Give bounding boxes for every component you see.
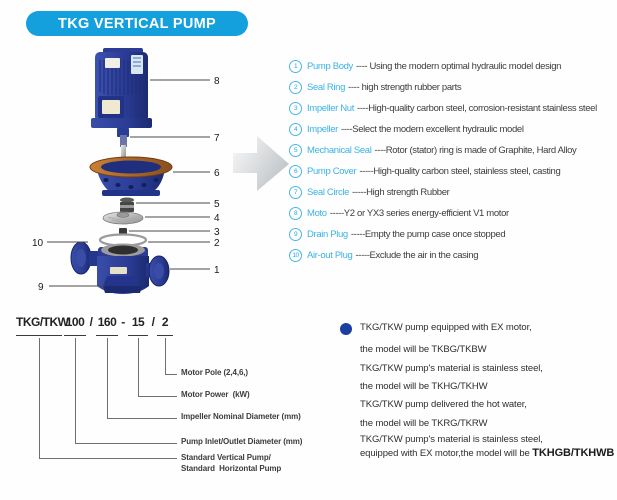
connector-line	[138, 338, 139, 396]
list-item	[289, 77, 617, 98]
callout-8: 8	[214, 76, 220, 87]
part-name: Drain Plug	[307, 229, 348, 240]
list-item	[289, 182, 617, 203]
part-description: ---- Using the modern optimal hydraulic model design	[355, 61, 562, 72]
model-separator: -	[121, 315, 125, 329]
callout-7: 7	[214, 133, 220, 144]
label-inlet-outlet: Pump Inlet/Outlet Diameter (mm)	[181, 437, 303, 446]
part-description: ----Select the modern excellent hydraulic model	[341, 124, 524, 135]
list-item	[289, 224, 617, 245]
note-line	[360, 447, 614, 459]
circled-number: 3	[289, 102, 302, 115]
connector-line	[75, 338, 76, 443]
part-description: -----High-quality carbon steel, stainless steel, casting	[359, 166, 561, 177]
model-segment-pole: 2	[157, 315, 173, 336]
label-motor-pole: Motor Pole (2,4,6,)	[181, 368, 248, 377]
callout-4: 4	[214, 213, 220, 224]
bullet-dot-icon	[340, 323, 352, 335]
circled-number: 5	[289, 144, 302, 157]
callout-5: 5	[214, 199, 220, 210]
connector-line	[165, 374, 177, 375]
note-line: the model will be TKBG/TKBW	[360, 344, 487, 355]
connector-line	[107, 418, 177, 419]
circled-number: 4	[289, 123, 302, 136]
callout-6: 6	[214, 168, 220, 179]
label-motor-power: Motor Power (kW)	[181, 390, 250, 399]
list-item	[289, 56, 617, 77]
part-name: Moto	[307, 208, 327, 219]
list-item	[289, 203, 617, 224]
model-separator: /	[151, 315, 155, 329]
part-name: Air-out Plug	[307, 250, 353, 261]
model-segment-inlet: 100	[64, 315, 86, 336]
part-name: Impeller Nut	[307, 103, 355, 114]
part-description: -----High strength Rubber	[352, 187, 450, 198]
circled-number: 2	[289, 81, 302, 94]
connector-line	[75, 443, 177, 444]
part-name: Pump Cover	[307, 166, 357, 177]
callout-10: 10	[32, 238, 44, 249]
circled-number: 1	[289, 60, 302, 73]
list-item	[289, 119, 617, 140]
circled-number: 6	[289, 165, 302, 178]
list-item	[289, 161, 617, 182]
model-separator: /	[89, 315, 93, 329]
part-description: ----Rotor (stator) ring is made of Graphite, Hard Alloy	[374, 145, 577, 156]
circled-number: 10	[289, 249, 302, 262]
part-name: Mechanical Seal	[307, 145, 372, 156]
part-name: Seal Ring	[307, 82, 346, 93]
page-title-text: TKG VERTICAL PUMP	[58, 15, 216, 32]
model-segment-impeller: 160	[96, 315, 118, 336]
part-description: ---- high strength rubber parts	[348, 82, 462, 93]
circled-number: 9	[289, 228, 302, 241]
callout-3: 3	[214, 227, 220, 238]
circled-number: 7	[289, 186, 302, 199]
note-line: TKG/TKW pump delivered the hot water,	[360, 399, 527, 410]
part-name: Pump Body	[307, 61, 353, 72]
list-item	[289, 245, 617, 266]
part-description: -----Exclude the air in the casing	[355, 250, 479, 261]
note-line: TKG/TKW pump equipped with EX motor,	[360, 322, 532, 333]
list-item	[289, 140, 617, 161]
list-item	[289, 98, 617, 119]
part-description: -----Y2 or YX3 series energy-efficient V1 motor	[329, 208, 509, 219]
part-description: ----High-quality carbon steel, corrosion-resistant stainless steel	[357, 103, 597, 114]
note-line: the model will be TKRG/TKRW	[360, 418, 488, 429]
connector-line	[138, 396, 177, 397]
note-line-prefix: equipped with EX motor,the model will be	[360, 448, 533, 459]
model-segment-power: 15	[128, 315, 148, 336]
part-name: Seal Circle	[307, 187, 350, 198]
label-standard-vertical: Standard Vertical Pump/	[181, 453, 271, 462]
label-standard-horizontal: Standard Horizontal Pump	[181, 464, 282, 473]
note-line: the model will be TKHG/TKHW	[360, 381, 488, 392]
note-model-bold: TKHGB/TKHWB	[532, 447, 615, 459]
connector-line	[39, 338, 40, 459]
callout-9: 9	[38, 282, 44, 293]
part-description: -----Empty the pump case once stopped	[350, 229, 506, 240]
model-segment-series: TKG/TKW	[16, 315, 62, 336]
callout-1: 1	[214, 265, 220, 276]
connector-line	[107, 338, 108, 418]
parts-list	[289, 56, 617, 266]
note-line: TKG/TKW pump's material is stainless steel,	[360, 363, 543, 374]
callout-2: 2	[214, 238, 220, 249]
circled-number: 8	[289, 207, 302, 220]
connector-line	[165, 338, 166, 374]
note-line: TKG/TKW pump's material is stainless steel,	[360, 434, 543, 445]
label-impeller-diameter: Impeller Nominal Diameter (mm)	[181, 412, 301, 421]
part-name: Impeller	[307, 124, 338, 135]
connector-line	[39, 458, 177, 459]
